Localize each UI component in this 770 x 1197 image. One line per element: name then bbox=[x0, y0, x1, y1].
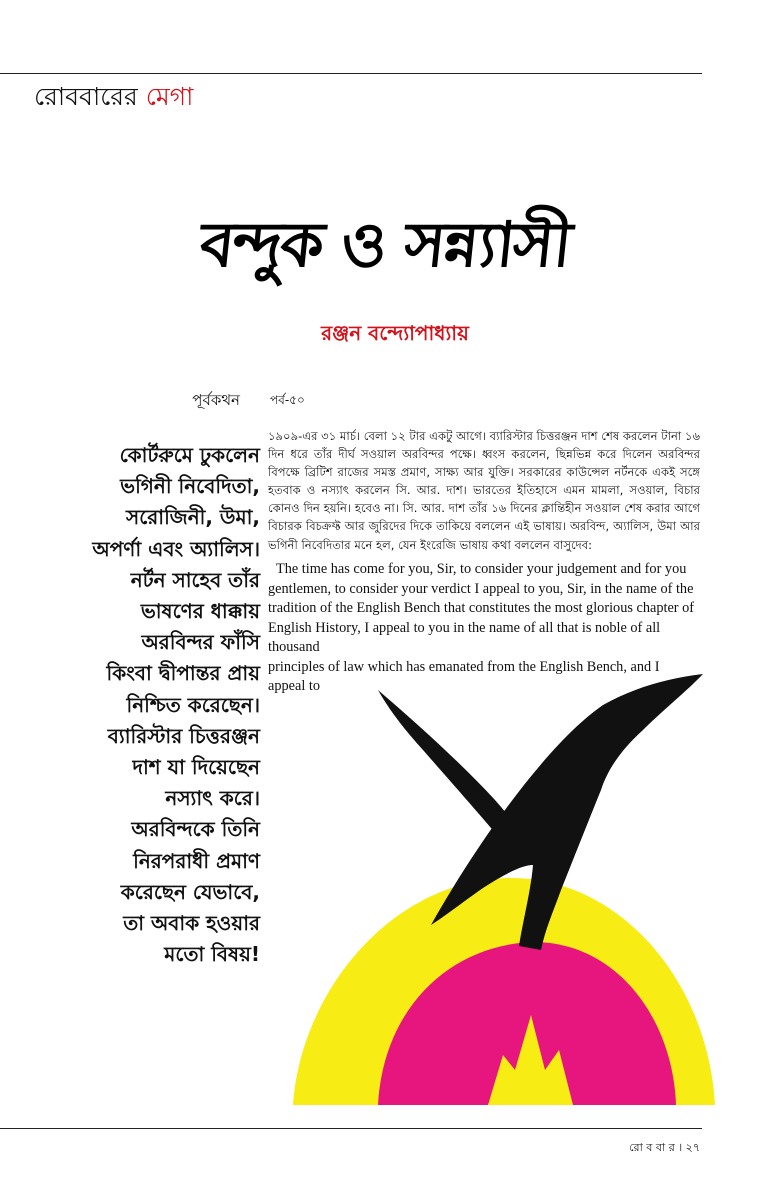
section-name: রোববারের bbox=[34, 82, 138, 111]
prelude-line: অপর্ণা এবং অ্যালিস। bbox=[92, 536, 260, 561]
english-line: gentlemen, to consider your verdict I appeal to you, Sir, in the name of the bbox=[268, 580, 694, 597]
author-byline: রঞ্জন বন্দ্যোপাধ্যায় bbox=[321, 321, 469, 345]
article-body-bengali: ১৯০৯-এর ৩১ মার্চ। বেলা ১২ টার একটু আগে। ব্যারিস্টার চিত্তরঞ্জন দাশ শেষ করলেন টানা ১৬ দিন ধরে তাঁর দীর্ঘ সওয়াল অরবিন্দর পক্ষে। ধ্বংস করলেন, ছিন্নভিন্ন করে দিলেন অরবিন্দর বিপক্ষে ব্রিটিশ রাজের সমস্ত প্রমাণ, সাক্ষ্য আর যুক্তি। সরকারের কাউন্সেল নর্টনকে একই সঙ্গে হতবাক ও নস্যাৎ করলেন সি. আর. দাশ। ভারতের ইতিহাসে এমন মামলা, সওয়াল, বিচার কোনও দিন হয়নি। হবেও না। সি. আর. দাশ তাঁর ১৬ দিনের ক্লান্তিহীন সওয়াল শেষ করার আগে বিচারক বিচক্রফ্ট আর জুরিদের দিকে তাকিয়ে বললেন এই ভাষায়। অরবিন্দ, অ্যালিস, উমা আর ভগিনী নিবেদিতার মনে হল, যেন ইংরেজি ভাষায় কথা বললেন বাসুদেব: bbox=[268, 429, 700, 552]
prelude-line: অরবিন্দর ফাঁসি bbox=[141, 630, 260, 655]
prelude-line: নিরপরাধী প্রমাণ bbox=[133, 848, 260, 873]
bottom-rule bbox=[0, 1128, 702, 1129]
prelude-line: সরোজিনী, উমা, bbox=[126, 505, 260, 530]
prelude-label: পূর্বকথন bbox=[192, 391, 240, 409]
section-header bbox=[34, 80, 193, 114]
prelude-line: নিশ্চিত করেছেন। bbox=[126, 692, 260, 717]
prelude-line: নর্টন সাহেব তাঁর bbox=[130, 567, 260, 592]
prelude-line: দাশ যা দিয়েছেন bbox=[132, 755, 260, 780]
top-rule bbox=[0, 73, 702, 74]
prelude-intro bbox=[40, 440, 260, 970]
episode-number: পর্ব-৫০ bbox=[270, 393, 305, 407]
prelude-line: কোর্টরুমে ঢুকলেন bbox=[119, 443, 260, 467]
prelude-line: নস্যাৎ করে। bbox=[165, 786, 260, 811]
english-line: The time has come for you, Sir, to consider your judgement and for you bbox=[276, 561, 687, 577]
prelude-line: অরবিন্দকে তিনি bbox=[131, 817, 260, 842]
page-folio: রো ব বা র । ২৭ bbox=[629, 1141, 700, 1154]
prelude-line: করেছেন যেভাবে, bbox=[120, 879, 260, 904]
prelude-line: মতো বিষয়! bbox=[164, 942, 260, 967]
prelude-line: ভগিনী নিবেদিতা, bbox=[120, 474, 260, 499]
article-title: বন্দুক ও সন্ন্যাসী bbox=[196, 208, 574, 281]
bird-sun-illustration bbox=[283, 650, 723, 1110]
prelude-line: ব্যারিস্টার চিত্তরঞ্জন bbox=[107, 723, 260, 748]
english-line: English History, I appeal to you in the name of all that is noble of all thousand bbox=[268, 619, 661, 655]
prelude-line: কিংবা দ্বীপান্তর প্রায় bbox=[106, 661, 260, 686]
prelude-line: তা অবাক হওয়ার bbox=[123, 911, 260, 936]
english-line: principles of law which has emanated from the English Bench, and I appeal to bbox=[268, 658, 660, 694]
prelude-line: ভাষণের ধাক্কায় bbox=[140, 599, 260, 624]
bird-wing bbox=[378, 690, 535, 862]
english-line: tradition of the English Bench that constitutes the most glorious chapter of bbox=[268, 600, 695, 616]
section-accent: মেগা bbox=[145, 82, 194, 111]
